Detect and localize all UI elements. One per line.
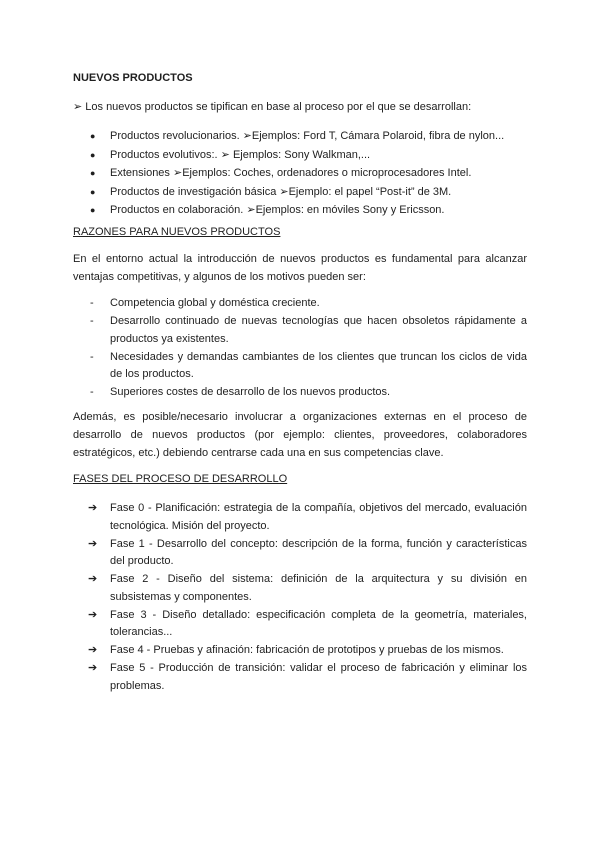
- list-item: [73, 183, 504, 202]
- bullet-icon: ●: [90, 205, 96, 215]
- list-item-text: Productos revolucionarios. ➢Ejemplos: Ford T, Cámara Polaroid, fibra de nylon...: [110, 130, 505, 142]
- bullet-icon: ●: [90, 186, 96, 197]
- product-types-list: [73, 127, 504, 220]
- bullet-icon: ●: [90, 149, 96, 160]
- razones-closing-paragraph: Además, es posible/necesario involucrar a organizaciones externas en el proceso de desarrollo de nuevos productos (por ejemplo: clientes, proveedores, colaboradores estratégicos, etc.) debiendo centrarse cada una en sus competencias clave.: [73, 411, 527, 459]
- arrow-right-icon: ➔: [88, 662, 98, 674]
- dash-icon: -: [90, 386, 94, 398]
- list-item: [73, 146, 504, 165]
- list-item-text: Desarrollo continuado de nuevas tecnologías que hacen obsoletos rápidamente a productos ya existentes.: [110, 315, 527, 345]
- list-item: [73, 660, 527, 695]
- list-item-text: Fase 5 - Producción de transición: validar el proceso de fabricación y eliminar los problemas.: [110, 662, 527, 692]
- arrow-right-icon: ➔: [88, 644, 98, 656]
- list-item-text: Productos en colaboración. ➢Ejemplos: en móviles Sony y Ericsson.: [110, 204, 445, 216]
- fases-list: [73, 500, 527, 696]
- list-item: [73, 384, 527, 402]
- list-item: [73, 349, 527, 384]
- razones-paragraph: En el entorno actual la introducción de nuevos productos es fundamental para alcanzar ventajas competitivas, y algunos de los motivos pueden ser:: [73, 253, 527, 283]
- list-item: [73, 295, 527, 313]
- arrow-right-icon: ➔: [88, 608, 98, 621]
- intro-text: ➢ Los nuevos productos se tipifican en base al proceso por el que se desarrollan:: [73, 101, 472, 113]
- razones-heading: RAZONES PARA NUEVOS PRODUCTOS: [73, 226, 281, 238]
- list-item-text: Fase 4 - Pruebas y afinación: fabricación de prototipos y pruebas de los mismos.: [110, 644, 504, 656]
- bullet-icon: ●: [90, 131, 96, 141]
- list-item-text: Competencia global y doméstica creciente.: [110, 297, 320, 309]
- list-item-text: Fase 3 - Diseño detallado: especificación completa de la geometría, materiales, tolerancias...: [110, 608, 527, 638]
- dash-icon: -: [90, 350, 94, 363]
- dash-icon: -: [90, 297, 94, 309]
- list-item: [73, 164, 504, 183]
- list-item-text: Fase 0 - Planificación: estrategia de la compañía, objetivos del mercado, evaluación tecnológica. Misión del proyecto.: [110, 502, 527, 532]
- arrow-right-icon: ➔: [88, 502, 98, 514]
- list-item-text: Superiores costes de desarrollo de los nuevos productos.: [110, 386, 391, 398]
- list-item: [73, 127, 504, 146]
- arrow-right-icon: ➔: [88, 537, 98, 550]
- bullet-icon: ●: [90, 168, 96, 178]
- list-item-text: Fase 1 - Desarrollo del concepto: descripción de la forma, función y características del producto.: [110, 537, 527, 567]
- list-item: [73, 571, 527, 606]
- list-item-text: Necesidades y demandas cambiantes de los clientes que truncan los ciclos de vida de los productos.: [110, 350, 527, 380]
- list-item: [73, 500, 527, 535]
- list-item: [73, 607, 527, 642]
- fases-heading: FASES DEL PROCESO DE DESARROLLO: [73, 473, 288, 485]
- page-title: NUEVOS PRODUCTOS: [73, 72, 193, 84]
- list-item-text: Productos de investigación básica ➢Ejemplo: el papel “Post-it” de 3M.: [110, 185, 452, 198]
- list-item: [73, 201, 504, 220]
- list-item-text: Fase 2 - Diseño del sistema: definición de la arquitectura y su división en subsistemas y componentes.: [110, 573, 527, 603]
- list-item-text: Productos evolutivos:. ➢ Ejemplos: Sony Walkman,...: [110, 148, 371, 161]
- dash-icon: -: [90, 315, 94, 327]
- list-item: [73, 536, 527, 571]
- list-item-text: Extensiones ➢Ejemplos: Coches, ordenadores o microprocesadores Intel.: [110, 167, 472, 179]
- arrow-right-icon: ➔: [88, 573, 98, 585]
- razones-list: [73, 295, 527, 402]
- list-item: [73, 642, 527, 660]
- list-item: [73, 313, 527, 348]
